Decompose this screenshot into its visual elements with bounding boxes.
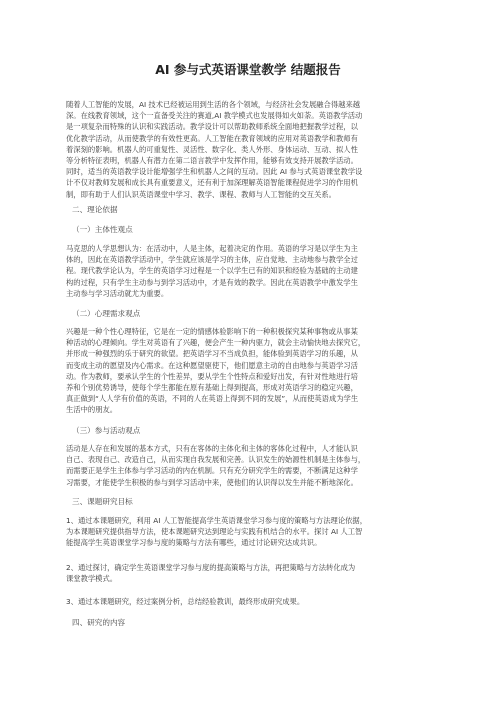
subheading-subjectivity: （一）主体性观点 [72, 225, 133, 234]
intro-paragraph [66, 99, 432, 200]
text-line: 等分析特征表明，机器人有潜力在第二语言教学中发挥作用，能够有效支持开展教学活动。 [66, 155, 358, 165]
subheading-psychological-needs: （二）心理需求观点 [72, 309, 141, 318]
text-line: 体的，因此在英语教学活动中，学生就应该是学习的主体，应自觉地、主动地参与教学全过 [66, 255, 358, 265]
text-line: 计不仅对教师发展和成长具有重要意义，还有利于加深理解英语智能课程促进学习的作用机 [66, 178, 358, 188]
text-line: 活动是人存在和发展的基本方式，只有在客体的主体化和主体的客体化过程中，人才能认识 [66, 444, 358, 453]
section-heading-content: 四、研究的内容 [72, 618, 126, 627]
subjectivity-paragraph [66, 243, 432, 299]
text-line: 优化教学活动，从而使教学的有效性更高。人工智能在教育领域的应用对英语教学和教师有 [66, 133, 358, 143]
section-heading-theory: 二、理论依据 [72, 205, 118, 214]
goal-item-2 [66, 562, 432, 584]
text-line: 是一项复杂而特殊的认识和实践活动。教学设计可以帮助教师系统全面地把握教学过程，以 [66, 122, 358, 132]
text-line: 而变成主动的愿望及内心需求。在这种愿望驱使下，他们愿意主动的自由地参与英语学习活 [66, 360, 358, 370]
psychological-needs-paragraph [66, 326, 432, 416]
text-line: 动。作为教师，要承认学生的个性差异，要从学生个性特点和爱好出发，有针对性地进行培 [66, 371, 358, 381]
text-line: 种活动的心理倾向。学生对英语有了兴趣，便会产生一种内驱力，就会主动愉快地去探究它， [66, 338, 366, 348]
text-line: 为本课题研究提供指导方法，使本课题研究达到理论与实践有机结合的水平。探讨 AI 人工智 [66, 527, 363, 537]
text-line: 真正做到“人人学有价值的英语，不同的人在英语上得到不同的发展”，从而使英语成为学生 [66, 394, 359, 404]
text-line: 并形成一种强烈的乐于研究的欲望。把英语学习不当成负担，能体验到英语学习的乐趣，从 [66, 349, 358, 359]
goal-item-3 [66, 596, 432, 607]
text-line: 制，即有助于人们认识英语课堂中学习、教学、课程、教师与人工智能的交互关系。 [66, 189, 336, 199]
text-line: 自己、表现自己、改造自己，从而实现自我发展和完善。认识发生的始源性机制是主体参与， [66, 455, 366, 465]
text-line: 课堂教学模式。 [66, 574, 118, 584]
text-line: 而需要正是学生主体参与学习活动的内在机制。只有充分研究学生的需要，不断满足这种学 [66, 466, 358, 476]
participation-paragraph [66, 443, 432, 488]
text-line: 马克思的人学思想认为：在活动中，人是主体，起着决定的作用。英语的学习是以学生为主 [66, 244, 358, 253]
text-line: 主动参与学习活动就尤为重要。 [66, 288, 169, 298]
text-line: 随着人工智能的发展，AI 技术已经被运用到生活的各个领域，与经济社会发展融合得越来越 [66, 100, 361, 109]
text-line: 养和个别优势诱导，使每个学生都能在原有基础上得到提高，形成对英语学习的稳定兴趣， [66, 382, 358, 392]
text-line: 深。在线教育领域，这个一直备受关注的赛道,AI 教学模式也发展得如火如荼。英语教学活动 [66, 111, 363, 121]
text-line: 同时，适当的英语教学设计能增强学生和机器人之间的互动。因此 AI 参与式英语课堂教学设 [66, 167, 363, 177]
goal-item-1 [66, 515, 432, 549]
text-line: 能提高学生英语课堂学习参与度的策略与方法有哪些，通过讨论研究达成共识。 [66, 538, 322, 548]
subheading-participation: （三）参与活动观点 [72, 426, 141, 435]
text-line: 程。现代教学论认为，学生的英语学习过程是一个以学生已有的知识和经验为基础的主动建 [66, 266, 358, 276]
page-title: AI 参与式英语课堂教学 结题报告 [155, 62, 341, 77]
text-line: 生活中的朋友。 [66, 405, 118, 415]
text-line: 习需要，才能使学生积极的参与到学习活动中来，使他们的认识得以发生并能不断地深化。 [66, 477, 358, 487]
text-line: 3、通过本课题研究，经过案例分析，总结经验教训，最终形成研究成果。 [66, 597, 305, 606]
text-line: 着深刻的影响。机器人的可重复性、灵活性、数字化、类人外形、身体运动、互动、拟人性 [66, 144, 358, 154]
section-heading-goals: 三、课题研究目标 [72, 497, 133, 506]
text-line: 1、通过本课题研究，利用 AI 人工智能提高学生英语课堂学习参与度的策略与方法理论依据， [66, 516, 368, 525]
text-line: 构的过程，只有学生主动参与到学习活动中，才是有效的教学。因此在英语教学中激发学生 [66, 277, 358, 287]
text-line: 兴趣是一种个性心理特征，它是在一定的情感体验影响下的一种积极探究某种事物或从事某 [66, 327, 358, 336]
text-line: 2、通过探讨，确定学生英语课堂学习参与度的提高策略与方法，再把策略与方法转化成为 [66, 563, 356, 572]
